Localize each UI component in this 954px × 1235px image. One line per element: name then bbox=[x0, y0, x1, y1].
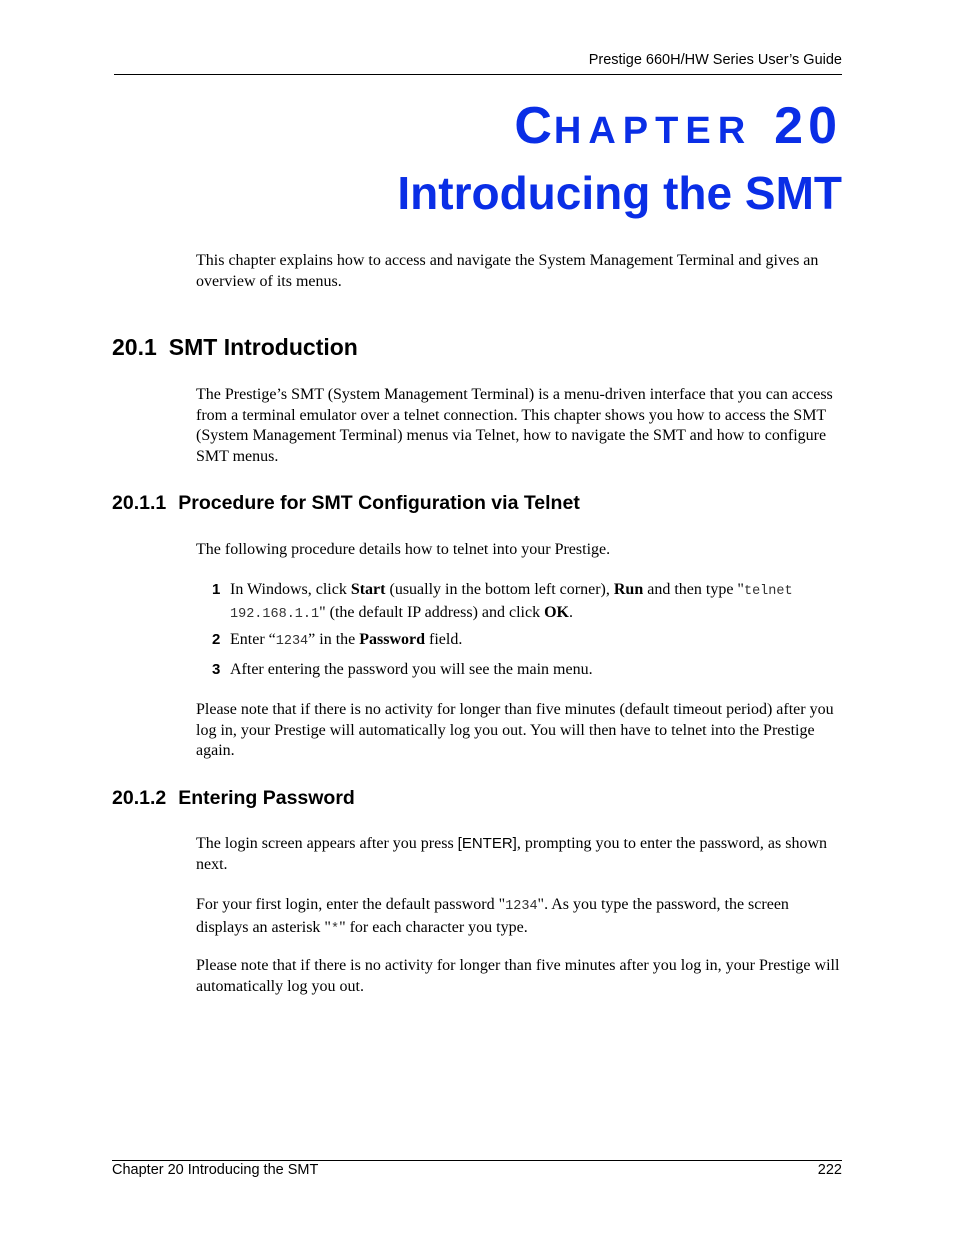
logout-note: Please note that if there is no activity for longer than five minutes after you log in, your Prestige will automatically log you out. bbox=[196, 957, 840, 995]
chapter-intro: This chapter explains how to access and navigate the System Management Terminal and gives an overview of its menus. bbox=[196, 252, 819, 290]
section-number: 20.1.1 bbox=[112, 492, 167, 514]
chapter-label-rest: HAPTER bbox=[553, 110, 753, 152]
step-1 bbox=[212, 580, 844, 625]
chapter-number: 20 bbox=[774, 97, 842, 155]
section-heading-20-1-1 bbox=[112, 492, 580, 515]
step-text: Enter “1234” in the Password field. bbox=[230, 631, 463, 649]
default-password: 1234 bbox=[505, 899, 538, 914]
footer-rule bbox=[112, 1160, 842, 1161]
run-label: Run bbox=[613, 581, 644, 598]
chapter-label-initial: C bbox=[514, 97, 554, 155]
step-2 bbox=[212, 630, 844, 653]
login-screen-paragraph: The login screen appears after you press [ENTER], prompting you to enter the password, as shown next. bbox=[196, 835, 828, 873]
step-number: 2 bbox=[212, 631, 221, 648]
footer-chapter-title: Chapter 20 Introducing the SMT bbox=[112, 1162, 319, 1178]
step-text: In Windows, click Start (usually in the bottom left corner), Run and then type "telnet 192.168.1.1" (the default IP address) and click OK. bbox=[230, 581, 793, 622]
header-rule bbox=[114, 74, 842, 75]
default-password: 1234 bbox=[275, 634, 309, 649]
timeout-note: Please note that if there is no activity for longer than five minutes (default timeout period) after you log in, your Prestige will automatically log you out. You will then have to telnet into the Prestige again. bbox=[196, 701, 834, 759]
procedure-lead: The following procedure details how to telnet into your Prestige. bbox=[196, 541, 611, 558]
telnet-command: telnet 192.168.1.1 bbox=[230, 584, 793, 622]
step-3 bbox=[212, 660, 844, 681]
start-label: Start bbox=[350, 581, 386, 598]
section-20-1-body: The Prestige’s SMT (System Management Terminal) is a menu-driven interface that you can access from a terminal emulator over a telnet connection. This chapter shows you how to access the SMT (System Management Terminal) menus via Telnet, how to navigate the SMT and how to configure SMT menus. bbox=[196, 386, 833, 465]
section-title: Entering Password bbox=[178, 787, 355, 809]
ok-label: OK bbox=[544, 603, 569, 621]
chapter-label bbox=[514, 97, 842, 155]
section-number: 20.1.2 bbox=[112, 787, 167, 809]
asterisk-char: * bbox=[330, 921, 340, 937]
first-login-paragraph: For your first login, enter the default password "1234". As you type the password, the screen displays an asterisk "*" for each character you type. bbox=[196, 896, 789, 937]
running-header: Prestige 660H/HW Series User’s Guide bbox=[588, 52, 842, 68]
step-number: 1 bbox=[212, 581, 221, 598]
step-text: After entering the password you will see the main menu. bbox=[230, 661, 593, 678]
step-number: 3 bbox=[212, 661, 221, 678]
chapter-title: Introducing the SMT bbox=[397, 167, 842, 219]
password-label: Password bbox=[359, 631, 426, 648]
footer-page-number: 222 bbox=[817, 1162, 842, 1178]
enter-key: [ENTER] bbox=[457, 835, 517, 852]
section-heading-20-1 bbox=[112, 334, 358, 361]
section-title: SMT Introduction bbox=[168, 334, 358, 360]
section-title: Procedure for SMT Configuration via Telnet bbox=[178, 492, 580, 514]
section-heading-20-1-2 bbox=[112, 787, 355, 810]
section-number: 20.1 bbox=[112, 334, 157, 360]
